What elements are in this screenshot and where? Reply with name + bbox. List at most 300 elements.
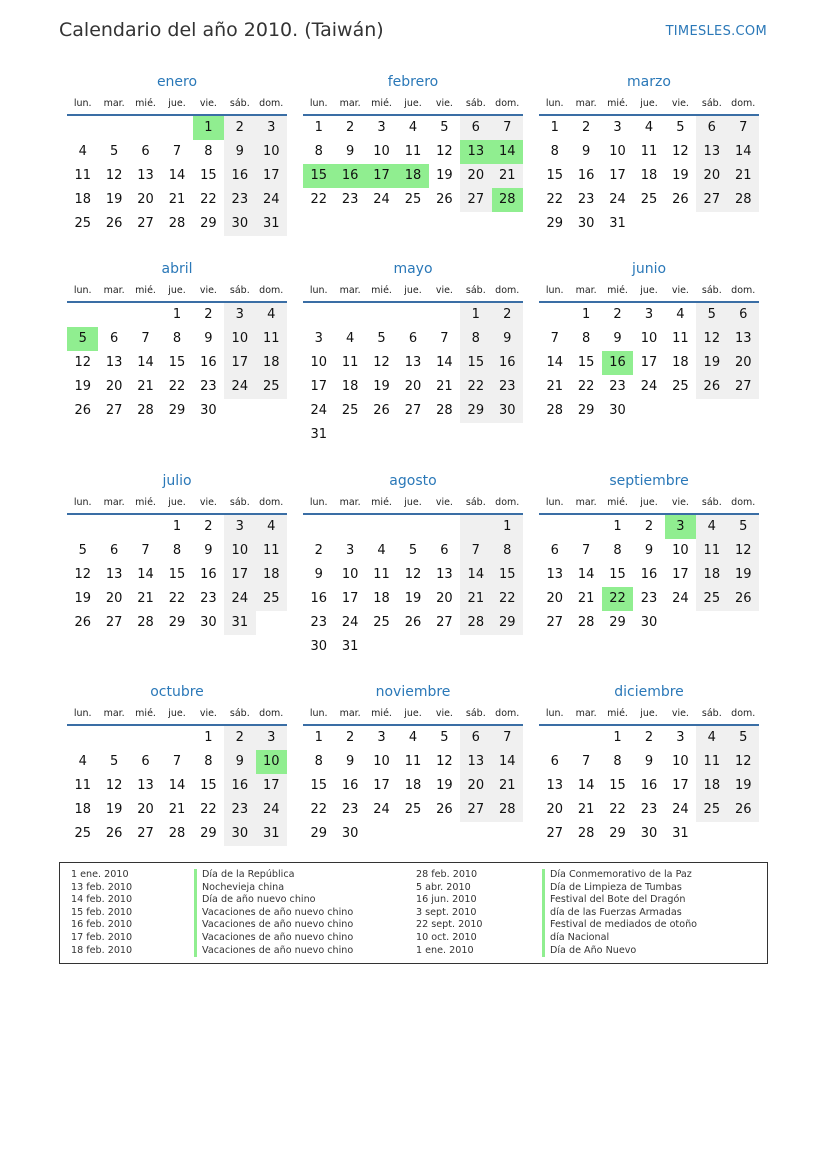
month-name: junio [631, 261, 667, 277]
week-row [539, 140, 759, 164]
holiday-date: 28 feb. 2010 [416, 869, 478, 880]
weekday-label: dom. [495, 285, 520, 296]
month-name: septiembre [609, 473, 689, 489]
weekday-label: sáb. [229, 98, 250, 109]
month-diciembre [539, 682, 759, 846]
empty-day-cell [98, 303, 129, 327]
day-cell: 23 [609, 379, 626, 394]
day-cell: 16 [640, 567, 658, 582]
weekday-label: dom. [731, 285, 756, 296]
day-cell: 26 [436, 802, 453, 817]
day-cell: 24 [256, 188, 287, 212]
weekday-label: lun. [545, 285, 564, 296]
day-cell: 25 [672, 379, 689, 394]
week-row [67, 611, 287, 635]
weekday-label: mié. [371, 708, 392, 719]
weekday-label: mié. [371, 497, 392, 508]
day-cell: 25 [74, 826, 91, 841]
weekday-label: dom. [495, 708, 520, 719]
weekday-label: mar. [103, 708, 125, 719]
site-logo-link[interactable]: TIMESLES.COM [665, 24, 767, 39]
holiday-date: 17 feb. 2010 [71, 931, 133, 943]
holiday-day-cell: 13 [460, 140, 491, 164]
week-row [303, 423, 523, 447]
day-cell: 30 [224, 822, 255, 846]
weekday-label: mar. [575, 98, 597, 109]
day-cell: 31 [609, 216, 626, 231]
holidays-list [59, 862, 768, 964]
weekday-label: sáb. [465, 708, 486, 719]
day-cell: 23 [341, 802, 359, 817]
weekday-label: dom. [259, 285, 284, 296]
day-cell: 18 [373, 591, 390, 606]
month-name: julio [162, 473, 192, 489]
day-cell: 17 [672, 567, 689, 582]
week-row [303, 188, 523, 212]
page-title: Calendario del año 2010. (Taiwán) [59, 19, 384, 41]
day-cell: 28 [546, 403, 563, 418]
week-row [539, 726, 759, 750]
day-cell: 2 [204, 307, 213, 322]
weekday-label: jue. [168, 497, 186, 508]
day-cell: 7 [172, 754, 182, 769]
day-cell: 8 [172, 543, 182, 558]
day-cell: 10 [310, 355, 327, 370]
weekday-label: vie. [435, 497, 453, 508]
weekday-label: mié. [607, 708, 628, 719]
empty-day-cell [429, 423, 460, 447]
week-row [303, 774, 523, 798]
day-cell: 24 [609, 192, 626, 207]
week-row [67, 303, 287, 327]
day-cell: 16 [640, 778, 658, 793]
weekday-label: lun. [73, 98, 92, 109]
empty-day-cell [98, 116, 129, 140]
day-cell: 16 [224, 164, 255, 188]
day-cell: 27 [137, 216, 154, 231]
day-cell: 28 [577, 615, 595, 630]
day-cell: 10 [256, 140, 287, 164]
holiday-name: Festival de mediados de otoño [542, 919, 697, 932]
day-cell: 8 [204, 754, 213, 769]
day-cell: 10 [609, 144, 626, 159]
day-cell: 1 [613, 519, 622, 534]
day-cell: 14 [137, 567, 154, 582]
weekday-header [539, 279, 759, 303]
day-cell: 7 [492, 726, 523, 750]
day-cell: 27 [546, 826, 563, 841]
weekday-label: jue. [168, 98, 186, 109]
day-cell: 15 [310, 778, 327, 793]
week-row [303, 798, 523, 822]
weekday-label: vie. [671, 285, 689, 296]
weekday-label: sáb. [465, 285, 486, 296]
day-cell: 16 [341, 778, 359, 793]
day-cell: 18 [256, 351, 287, 375]
day-cell: 24 [373, 192, 390, 207]
empty-day-cell [460, 635, 491, 659]
empty-day-cell [429, 515, 460, 539]
day-cell: 9 [613, 331, 622, 346]
day-cell: 17 [256, 774, 287, 798]
holiday-date: 15 feb. 2010 [71, 906, 133, 918]
day-cell: 24 [672, 802, 689, 817]
month-junio [539, 259, 759, 423]
day-cell: 11 [672, 331, 689, 346]
day-cell: 20 [137, 192, 154, 207]
day-cell: 22 [310, 802, 327, 817]
week-row [539, 303, 759, 327]
day-cell: 19 [373, 379, 390, 394]
day-cell: 4 [408, 730, 418, 745]
day-cell: 19 [436, 168, 453, 183]
weekday-label: dom. [259, 708, 284, 719]
week-row [539, 587, 759, 611]
holiday-date: 22 sept. 2010 [416, 919, 483, 931]
day-cell: 6 [408, 331, 418, 346]
week-row [539, 399, 759, 423]
weekday-header [67, 702, 287, 726]
day-cell: 4 [408, 120, 418, 135]
day-cell: 21 [577, 802, 595, 817]
empty-day-cell [334, 423, 365, 447]
day-cell: 23 [640, 591, 658, 606]
day-cell: 8 [581, 331, 591, 346]
holiday-date: 1 ene. 2010 [416, 944, 474, 956]
week-row [303, 351, 523, 375]
week-row [67, 327, 287, 351]
day-cell: 23 [341, 192, 359, 207]
holiday-day-cell: 3 [665, 515, 696, 539]
day-cell: 6 [460, 116, 491, 140]
day-cell: 1 [581, 307, 591, 322]
day-cell: 28 [728, 188, 759, 212]
day-cell: 12 [728, 539, 759, 563]
weekday-label: vie. [435, 285, 453, 296]
week-row [539, 515, 759, 539]
day-cell: 29 [609, 615, 626, 630]
empty-day-cell [570, 515, 601, 539]
weekday-label: lun. [309, 98, 328, 109]
day-cell: 27 [137, 826, 154, 841]
day-cell: 24 [341, 615, 359, 630]
day-cell: 1 [172, 519, 182, 534]
day-cell: 2 [492, 303, 523, 327]
day-cell: 9 [345, 144, 355, 159]
empty-day-cell [130, 303, 161, 327]
weekday-label: lun. [73, 497, 92, 508]
empty-day-cell [224, 399, 255, 423]
day-cell: 10 [224, 539, 255, 563]
day-cell: 2 [644, 730, 654, 745]
day-cell: 7 [172, 144, 182, 159]
day-cell: 30 [310, 639, 327, 654]
empty-day-cell [161, 116, 192, 140]
day-cell: 16 [200, 355, 217, 370]
day-cell: 22 [546, 192, 563, 207]
day-cell: 15 [460, 351, 491, 375]
day-cell: 11 [696, 539, 727, 563]
holiday-day-cell: 17 [366, 164, 397, 188]
week-row [67, 188, 287, 212]
holiday-name: Vacaciones de año nuevo chino [194, 919, 353, 932]
day-cell: 23 [310, 615, 327, 630]
day-cell: 13 [546, 778, 563, 793]
day-cell: 12 [436, 144, 453, 159]
weekday-label: mié. [135, 708, 156, 719]
weekday-header [303, 702, 523, 726]
day-cell: 21 [577, 591, 595, 606]
day-cell: 29 [168, 403, 186, 418]
empty-day-cell [397, 635, 428, 659]
weekday-label: mar. [339, 708, 361, 719]
day-cell: 3 [377, 120, 386, 135]
holiday-name: Vacaciones de año nuevo chino [194, 945, 353, 958]
weekday-label: mié. [135, 497, 156, 508]
weekday-label: dom. [259, 497, 284, 508]
day-cell: 3 [644, 307, 654, 322]
day-cell: 10 [672, 754, 689, 769]
day-cell: 18 [640, 168, 658, 183]
day-cell: 14 [168, 168, 186, 183]
day-cell: 26 [105, 826, 123, 841]
day-cell: 8 [172, 331, 182, 346]
empty-day-cell [539, 303, 570, 327]
day-cell: 2 [644, 519, 654, 534]
day-cell: 15 [168, 567, 186, 582]
day-cell: 27 [460, 798, 491, 822]
day-cell: 5 [109, 144, 119, 159]
week-row [539, 611, 759, 635]
day-cell: 22 [460, 375, 491, 399]
day-cell: 11 [404, 754, 422, 769]
weekday-label: mié. [607, 98, 628, 109]
day-cell: 8 [204, 144, 213, 159]
day-cell: 1 [492, 515, 523, 539]
day-cell: 2 [224, 116, 255, 140]
day-cell: 1 [314, 730, 323, 745]
day-cell: 13 [436, 567, 453, 582]
month-septiembre [539, 471, 759, 635]
day-cell: 16 [224, 774, 255, 798]
day-cell: 15 [492, 563, 523, 587]
day-cell: 2 [581, 120, 591, 135]
holiday-name: Día Conmemorativo de la Paz [542, 869, 697, 882]
day-cell: 3 [256, 726, 287, 750]
week-row [67, 515, 287, 539]
day-cell: 27 [404, 403, 422, 418]
day-cell: 3 [314, 331, 323, 346]
day-cell: 11 [74, 778, 91, 793]
day-cell: 21 [460, 587, 491, 611]
day-cell: 20 [546, 591, 563, 606]
empty-day-cell [366, 635, 397, 659]
day-cell: 22 [492, 587, 523, 611]
day-cell: 27 [696, 188, 727, 212]
empty-day-cell [366, 822, 397, 846]
day-cell: 20 [105, 591, 123, 606]
day-cell: 4 [78, 754, 87, 769]
day-cell: 20 [404, 379, 422, 394]
week-row [303, 750, 523, 774]
weekday-label: mar. [575, 497, 597, 508]
day-cell: 17 [256, 164, 287, 188]
empty-day-cell [696, 212, 727, 236]
empty-day-cell [665, 212, 696, 236]
day-cell: 29 [310, 826, 327, 841]
day-cell: 19 [728, 563, 759, 587]
day-cell: 22 [609, 802, 626, 817]
day-cell: 12 [696, 327, 727, 351]
holiday-day-cell: 10 [256, 750, 287, 774]
day-cell: 20 [105, 379, 123, 394]
day-cell: 14 [168, 778, 186, 793]
week-row [67, 140, 287, 164]
empty-day-cell [728, 399, 759, 423]
weekday-label: vie. [199, 285, 217, 296]
weekday-label: sáb. [701, 497, 722, 508]
day-cell: 30 [640, 615, 658, 630]
day-cell: 5 [109, 754, 119, 769]
weekday-header [539, 491, 759, 515]
empty-day-cell [397, 515, 428, 539]
day-cell: 4 [256, 515, 287, 539]
day-cell: 28 [577, 826, 595, 841]
day-cell: 3 [224, 303, 255, 327]
day-cell: 31 [256, 212, 287, 236]
day-cell: 2 [314, 543, 323, 558]
empty-day-cell [460, 423, 491, 447]
week-row [539, 798, 759, 822]
weekday-header [539, 92, 759, 116]
day-cell: 12 [373, 355, 390, 370]
day-cell: 14 [137, 355, 154, 370]
weekday-label: dom. [495, 497, 520, 508]
weekday-label: mié. [135, 98, 156, 109]
weekday-header [303, 92, 523, 116]
week-row [539, 750, 759, 774]
weekday-label: mar. [103, 497, 125, 508]
weekday-label: mar. [339, 497, 361, 508]
week-row [67, 774, 287, 798]
day-cell: 22 [168, 379, 186, 394]
day-cell: 4 [696, 515, 727, 539]
day-cell: 30 [200, 615, 217, 630]
weekday-label: sáb. [465, 98, 486, 109]
day-cell: 2 [613, 307, 622, 322]
day-cell: 4 [345, 331, 355, 346]
month-name: diciembre [614, 684, 684, 700]
empty-day-cell [633, 399, 664, 423]
day-cell: 12 [404, 567, 422, 582]
weekday-label: lun. [309, 497, 328, 508]
day-cell: 15 [546, 168, 563, 183]
day-cell: 1 [550, 120, 559, 135]
holiday-names-column-1 [194, 869, 353, 957]
weekday-label: vie. [435, 708, 453, 719]
day-cell: 10 [373, 754, 390, 769]
week-row [539, 188, 759, 212]
weekday-label: jue. [168, 708, 186, 719]
day-cell: 22 [200, 192, 217, 207]
holiday-name: Día de la República [194, 869, 353, 882]
day-cell: 3 [256, 116, 287, 140]
day-cell: 21 [168, 192, 186, 207]
empty-day-cell [256, 611, 287, 635]
empty-day-cell [67, 726, 98, 750]
day-cell: 25 [256, 587, 287, 611]
day-cell: 8 [314, 144, 323, 159]
day-cell: 28 [137, 403, 154, 418]
day-cell: 21 [137, 591, 154, 606]
weekday-label: lun. [545, 497, 564, 508]
day-cell: 7 [728, 116, 759, 140]
empty-day-cell [334, 515, 365, 539]
empty-day-cell [366, 423, 397, 447]
day-cell: 22 [168, 591, 186, 606]
day-cell: 29 [168, 615, 186, 630]
day-cell: 26 [436, 192, 453, 207]
day-cell: 1 [204, 730, 213, 745]
empty-day-cell [130, 116, 161, 140]
day-cell: 18 [74, 802, 91, 817]
day-cell: 24 [310, 403, 327, 418]
month-name: octubre [150, 684, 204, 700]
day-cell: 4 [256, 303, 287, 327]
day-cell: 13 [105, 567, 123, 582]
day-cell: 1 [172, 307, 182, 322]
month-octubre [67, 682, 287, 846]
day-cell: 14 [436, 355, 453, 370]
empty-day-cell [492, 423, 523, 447]
month-name: agosto [389, 473, 437, 489]
day-cell: 9 [581, 144, 591, 159]
day-cell: 9 [204, 543, 213, 558]
day-cell: 28 [436, 403, 453, 418]
day-cell: 7 [440, 331, 449, 346]
empty-day-cell [334, 303, 365, 327]
weekday-label: lun. [309, 708, 328, 719]
day-cell: 9 [224, 140, 255, 164]
day-cell: 22 [200, 802, 217, 817]
week-row [303, 140, 523, 164]
day-cell: 23 [577, 192, 595, 207]
month-name: mayo [393, 261, 433, 277]
day-cell: 8 [492, 539, 523, 563]
day-cell: 6 [141, 144, 150, 159]
day-cell: 4 [676, 307, 685, 322]
day-cell: 25 [74, 216, 91, 231]
day-cell: 29 [460, 399, 491, 423]
week-row [67, 798, 287, 822]
week-row [539, 164, 759, 188]
day-cell: 24 [640, 379, 658, 394]
day-cell: 25 [373, 615, 390, 630]
empty-day-cell [539, 726, 570, 750]
weekday-header [67, 92, 287, 116]
weekday-label: lun. [73, 285, 92, 296]
day-cell: 26 [404, 615, 422, 630]
day-cell: 30 [224, 212, 255, 236]
week-row [539, 822, 759, 846]
day-cell: 25 [640, 192, 658, 207]
day-cell: 19 [105, 192, 123, 207]
day-cell: 28 [168, 826, 186, 841]
holiday-name: día Nacional [542, 932, 697, 945]
day-cell: 28 [168, 216, 186, 231]
day-cell: 31 [672, 826, 689, 841]
day-cell: 19 [436, 778, 453, 793]
